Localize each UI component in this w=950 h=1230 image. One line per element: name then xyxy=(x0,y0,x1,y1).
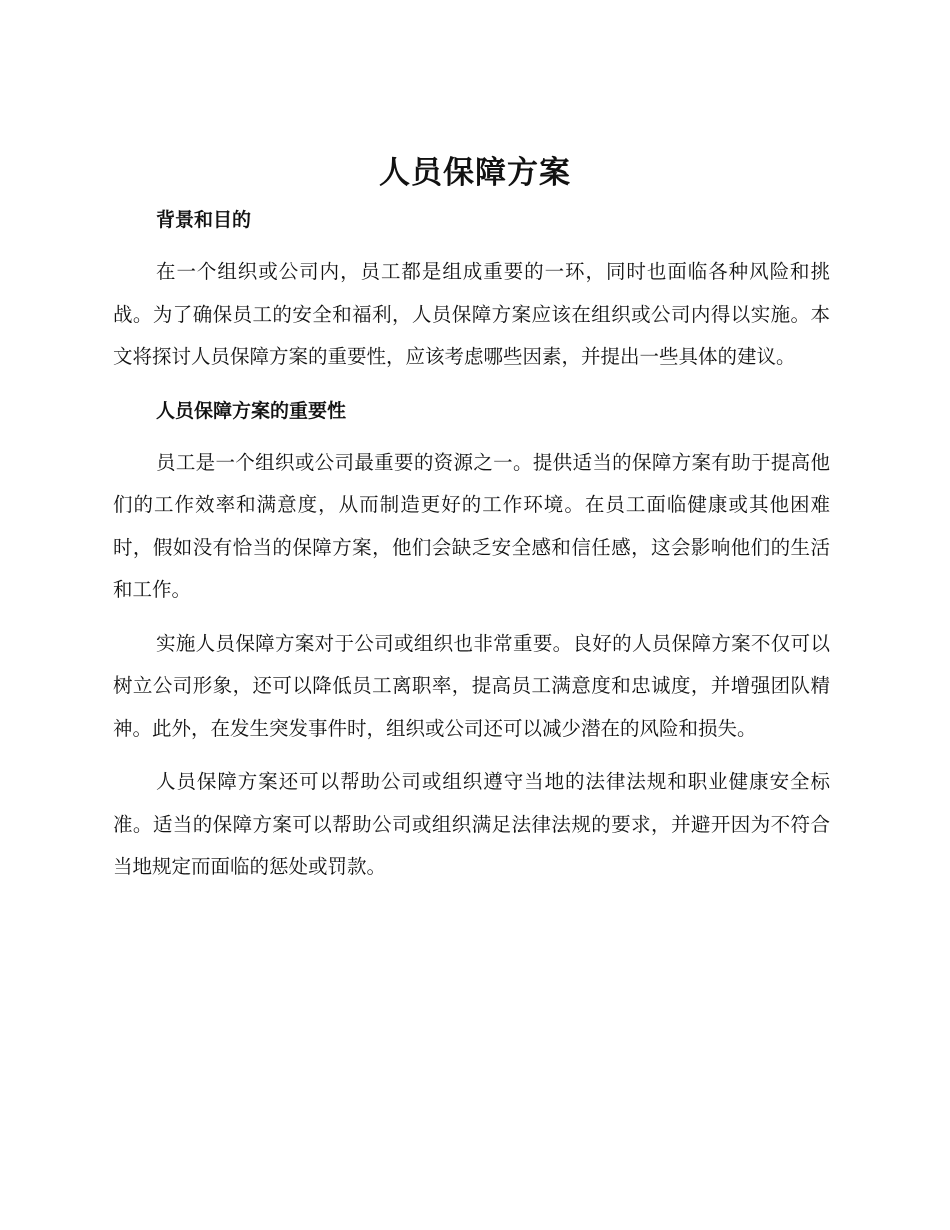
page-title: 人员保障方案 xyxy=(379,155,571,191)
paragraph-importance-2: 实施人员保障方案对于公司或组织也非常重要。良好的人员保障方案不仅可以树立公司形象，还可以降低员工离职率，提高员工满意度和忠诚度，并增强团队精神。此外，在发生突发事件时，组织或公司还可以减少潜在的风险和损失。 xyxy=(113,631,830,740)
section-heading-background: 背景和目的 xyxy=(156,209,252,231)
paragraph-importance-3: 人员保障方案还可以帮助公司或组织遵守当地的法律法规和职业健康安全标准。适当的保障方案可以帮助公司或组织满足法律法规的要求，并避开因为不符合当地规定而面临的惩处或罚款。 xyxy=(113,770,830,878)
paragraph-importance-1: 员工是一个组织或公司最重要的资源之一。提供适当的保障方案有助于提高他们的工作效率和满意度，从而制造更好的工作环境。在员工面临健康或其他困难时，假如没有恰当的保障方案，他们会缺乏安全感和信任感，这会影响他们的生活和工作。 xyxy=(113,450,830,601)
document-body xyxy=(113,200,830,889)
paragraph-background: 在一个组织或公司内，员工都是组成重要的一环，同时也面临各种风险和挑战。为了确保员工的安全和福利，人员保障方案应该在组织或公司内得以实施。本文将探讨人员保障方案的重要性，应该考虑哪些因素，并提出一些具体的建议。 xyxy=(113,260,830,368)
section-heading-importance: 人员保障方案的重要性 xyxy=(156,399,347,422)
